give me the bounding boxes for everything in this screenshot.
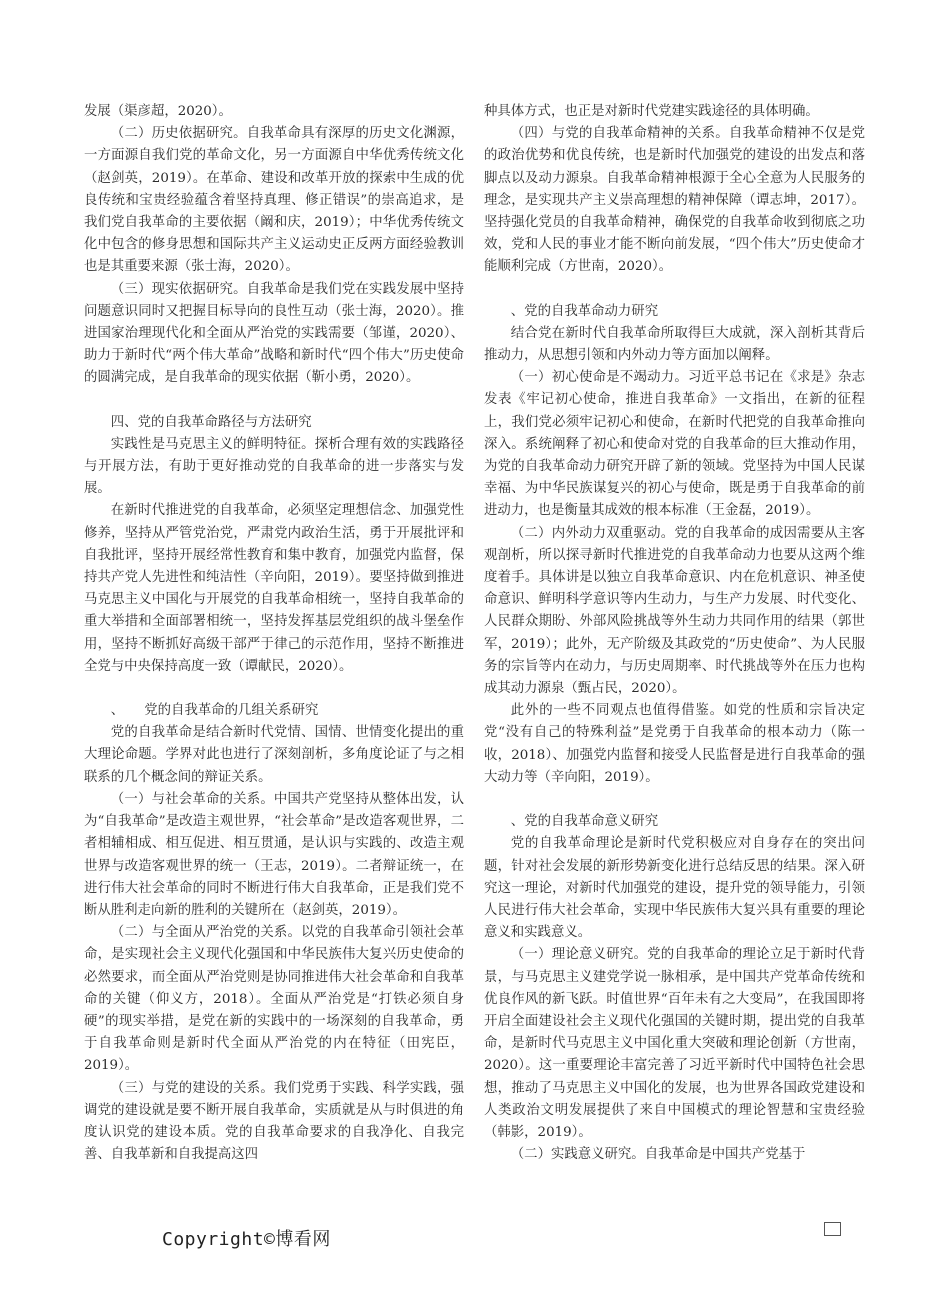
body-paragraph: 党的自我革命是结合新时代党情、国情、世情变化提出的重大理论命题。学界对此也进行了深刻剖析，多角度论证了与之相联系的几个概念间的辩证关系。 <box>84 725 464 785</box>
square-outline-icon <box>824 1222 841 1236</box>
body-paragraph: （一）理论意义研究。党的自我革命的理论立足于新时代背景，与马克思主义建党学说一脉相承，是中国共产党革命传统和优良作风的新飞跃。时值世界“百年未有之大变局”，在我国即将开启全面建设社会主义现代化强国的关键时期，提出党的自我革命，是新时代马克思主义中国化重大突破和理论创新（方世南，2020）。这一重要理论丰富完善了习近平新时代中国特色社会思想，推动了马克思主义中国化的发展，也为世界各国政党建设和人类政治文明发展提供了来自中国模式的理论智慧和宝贵经验（韩影，2019）。 <box>484 947 865 1140</box>
section-heading: 四、党的自我革命路径与方法研究 <box>110 414 312 430</box>
body-paragraph: 结合党在新时代自我革命所取得巨大成就，深入剖析其背后推动力，从思想引领和内外动力等方面加以阐释。 <box>484 325 865 364</box>
body-paragraph: 实践性是马克思主义的鲜明特征。探析合理有效的实践路径与开展方法，有助于更好推动党的自我革命的进一步落实与发展。 <box>84 436 464 497</box>
body-paragraph: 此外的一些不同观点也值得借鉴。如党的性质和宗旨决定党“没有自己的特殊利益”是党勇于自我革命的根本动力（陈一收，2018）、加强党内监督和接受人民监督是进行自我革命的强大动力等（辛向阳，2019）。 <box>484 703 865 785</box>
body-paragraph: （二）历史依据研究。自我革命具有深厚的历史文化渊源，一方面源自我们党的革命文化，另一方面源自中华优秀传统文化（赵剑英，2019）。在革命、建设和改革开放的探索中生成的优良传统和宝贵经验蕴含着坚持真理、修正错误”的崇高追求，是我们党自我革命的主要依据（阚和庆，2019）；中华优秀传统文化中包含的修身思想和国际共产主义运动史正反两方面经验教训也是其重要来源（张士海，2020）。 <box>84 126 464 275</box>
body-paragraph: （一）初心使命是不竭动力。习近平总书记在《求是》杂志发表《牢记初心使命，推进自我革命》一文指出，在新的征程上，我们党必须牢记初心和使命，在新时代把党的自我革命推向深入。系统阐释了初心和使命对党的自我革命的巨大推动作用，为党的自我革命动力研究开辟了新的领域。党坚持为中国人民谋幸福、为中华民族谋复兴的初心与使命，既是勇于自我革命的前进动力，也是衡量其成效的根本标准（王金磊，2019）。 <box>484 370 865 519</box>
body-paragraph: 种具体方式，也正是对新时代党建实践途径的具体明确。 <box>484 104 819 119</box>
body-paragraph: （三）与党的建设的关系。我们党勇于实践、科学实践，强调党的建设就是要不断开展自我革命，实质就是从与时俱进的角度认识党的建设本质。党的自我革命要求的自我净化、自我完善、自我革新和自我提高这四 <box>84 1080 464 1163</box>
paragraph-spacer <box>84 390 464 412</box>
body-paragraph: （二）内外动力双重驱动。党的自我革命的成因需要从主客观剖析，所以探寻新时代推进党的自我革命动力也要从这两个维度着手。具体讲是以独立自我革命意识、内在危机意识、神圣使命意识、鲜明科学意识等内生动力，与生产力发展、时代变化、人民群众期盼、外部风险挑战等外生动力共同作用的结果（郭世军，2019）；此外，无产阶级及其政党的“历史使命”、为人民服务的宗旨等内在动力，与历史周期率、时代挑战等外在压力也构成其动力源泉（甄占民，2020）。 <box>484 525 865 697</box>
body-paragraph: 在新时代推进党的自我革命，必须坚定理想信念、加强党性修养，坚持从严管党治党，严肃党内政治生活，勇于开展批评和自我批评，坚持开展经常性教育和集中教育，加强党内监督，保持共产党人先进性和纯洁性（辛向阳，2019）。要坚持做到推进马克思主义中国化与开展党的自我革命相统一，坚持自我革命的重大举措和全面部署相统一，坚持发挥基层党组织的战斗堡垒作用，坚持不断抓好高级干部严于律己的示范作用，坚持不断推进全党与中央保持高度一致（谭献民，2020）。 <box>84 503 464 674</box>
body-paragraph: 发展（渠彦超，2020）。 <box>84 104 232 119</box>
paragraph-spacer <box>484 789 865 811</box>
copyright-notice: Copyright©博看网 <box>162 1229 331 1250</box>
body-paragraph: （一）与社会革命的关系。中国共产党坚持从整体出发，认为“自我革命”是改造主观世界，“社会革命”是改造客观世界，二者相辅相成、相互促进、相互贯通，是认识与实践的、改造主观世界与改造客观世界的统一（王志，2019）。二者辩证统一，在进行伟大社会革命的同时不断进行伟大自我革命，正是我们党不断从胜利走向新的胜利的关键所在（赵剑英，2019）。 <box>84 791 464 918</box>
section-heading: 、党的自我革命动力研究 <box>510 303 659 319</box>
section-heading: 、 党的自我革命的几组关系研究 <box>110 703 319 719</box>
body-paragraph: （二）与全面从严治党的关系。以党的自我革命引领社会革命，是实现社会主义现代化强国和中华民族伟大复兴历史使命的必然要求，而全面从严治党则是协同推进伟大社会革命和自我革命的关键（仰义方，2018）。全面从严治党是“打铁必须自身硬”的现实举措，是党在新的实践中的一场深刻的自我革命，勇于自我革命则是新时代全面从严治党的内在特征（田宪臣，2019）。 <box>84 925 464 1074</box>
body-paragraph: 党的自我革命理论是新时代党积极应对自身存在的突出问题，针对社会发展的新形势新变化进行总结反思的结果。深入研究这一理论，对新时代加强党的建设，提升党的领导能力，引领人民进行伟大社会革命，实现中华民族伟大复兴具有重要的理论意义和实践意义。 <box>484 836 865 941</box>
body-paragraph: （三）现实依据研究。自我革命是我们党在实践发展中坚持问题意识同时又把握目标导向的良性互动（张士海，2020）。推进国家治理现代化和全面从严治党的实践需要（邹谨，2020）、助力于新时代“两个伟大革命”战略和新时代“四个伟大”历史使命的圆满完成，是自我革命的现实依据（靳小勇，2020）。 <box>84 281 464 386</box>
body-paragraph: （四）与党的自我革命精神的关系。自我革命精神不仅是党的政治优势和优良传统，也是新时代加强党的建设的出发点和落脚点以及动力源泉。自我革命精神根源于全心全意为人民服务的理念，是实现共产主义崇高理想的精神保障（谭志坤，2017）。坚持强化党员的自我革命精神，确保党的自我革命收到彻底之功效，党和人民的事业才能不断向前发展，“四个伟大”历史使命才能顺利完成（方世南，2020）。 <box>484 126 865 275</box>
paragraph-spacer <box>84 678 464 700</box>
section-heading: 、党的自我革命意义研究 <box>510 814 659 830</box>
left-column <box>84 101 464 1166</box>
body-paragraph: （二）实践意义研究。自我革命是中国共产党基于 <box>510 1147 806 1163</box>
right-column <box>484 101 865 1166</box>
paragraph-spacer <box>484 279 865 301</box>
